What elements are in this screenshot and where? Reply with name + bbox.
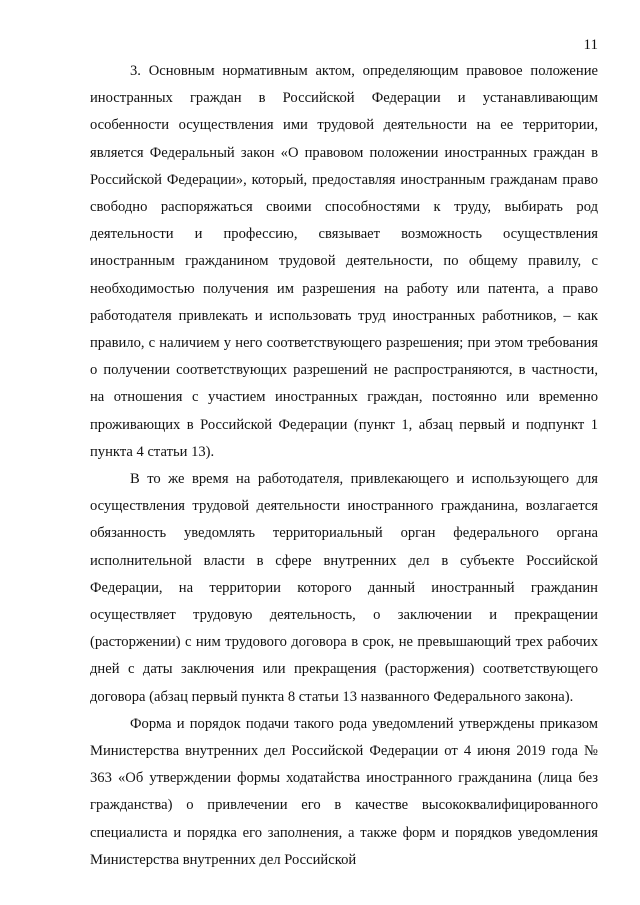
page-number: 11: [583, 37, 598, 53]
paragraph: Форма и порядок подачи такого рода уведомлений утверждены приказом Министерства внутренних дел Российской Федерации от 4 июня 2019 года № 363 «Об утверждении формы ходатайства иностранного гражданина (лица без гражданства) о привлечении его в качестве высококвалифицированного специалиста и порядка его заполнения, а также форм и порядков уведомления Министерства внутренних дел Российской: [90, 715, 598, 868]
document-body: [90, 58, 598, 874]
paragraph: 3. Основным нормативным актом, определяющим правовое положение иностранных граждан в Российской Федерации и устанавливающим особенности осуществления ими трудовой деятельности на ее территории, является Федеральный закон «О правовом положении иностранных граждан в Российской Федерации», который, предоставляя иностранным гражданам право свободно распоряжаться своими способностями к труду, выбирать род деятельности и профессию, связывает возможность осуществления иностранным гражданином трудовой деятельности, по общему правилу, с необходимостью получения им разрешения на работу или патента, а право работодателя привлекать и использовать труд иностранных работников, – как правило, с наличием у него соответствующего разрешения; при этом требования о получении соответствующих разрешений не распространяются, в частности, на отношения с участием иностранных граждан, постоянно или временно проживающих в Российской Федерации (пункт 1, абзац первый и подпункт 1 пункта 4 статьи 13).: [90, 63, 598, 460]
paragraph: В то же время на работодателя, привлекающего и использующего для осуществления трудовой деятельности иностранного гражданина, возлагается обязанность уведомлять территориальный орган федерального органа исполнительной власти в сфере внутренних дел в субъекте Российской Федерации, на территории которого данный иностранный гражданин осуществляет трудовую деятельность, о заключении и прекращении (расторжении) с ним трудового договора в срок, не превышающий трех рабочих дней с даты заключения или прекращения (расторжения) соответствующего договора (абзац первый пункта 8 статьи 13 названного Федерального закона).: [90, 471, 598, 705]
